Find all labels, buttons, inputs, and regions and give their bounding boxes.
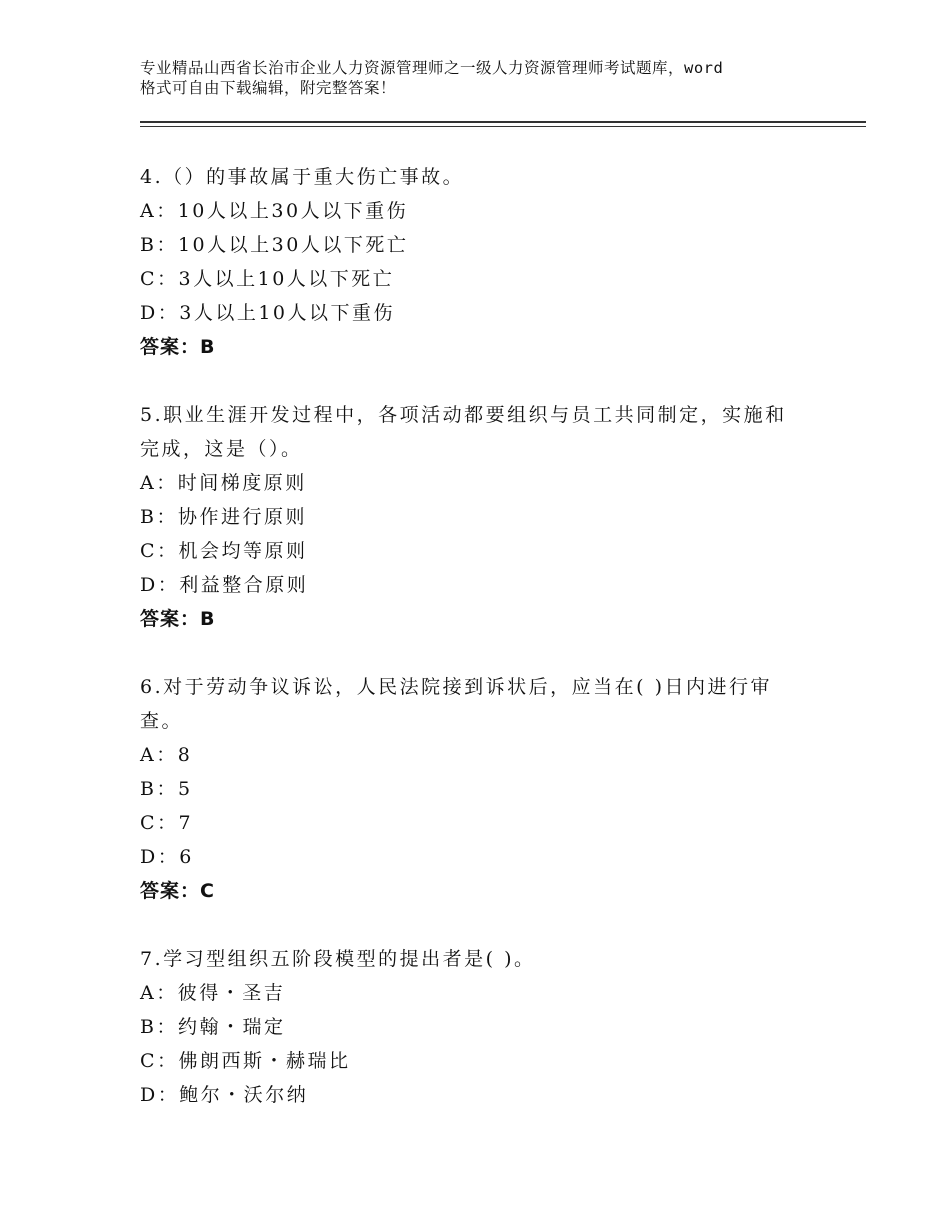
option-a: A：时间梯度原则	[140, 472, 307, 494]
option-c: C：3人以上10人以下死亡	[140, 268, 395, 290]
option-a: A：8	[140, 744, 193, 766]
question-stem-continued: 完成，这是（）。	[140, 438, 303, 460]
option-d: D：6	[140, 846, 194, 868]
question-4	[140, 160, 840, 364]
option-c: C：7	[140, 812, 194, 834]
option-b: B：约翰・瑞定	[140, 1016, 286, 1038]
option-a: A：10人以上30人以下重伤	[140, 200, 409, 222]
option-b: B：10人以上30人以下死亡	[140, 234, 409, 256]
option-c: C：佛朗西斯・赫瑞比	[140, 1050, 351, 1072]
option-d: D：利益整合原则	[140, 574, 309, 596]
header-divider-thin	[140, 126, 866, 127]
question-stem: 5.职业生涯开发过程中，各项活动都要组织与员工共同制定，实施和	[140, 404, 787, 426]
answer-label: 答案：C	[140, 880, 215, 902]
question-5	[140, 398, 840, 636]
question-list	[140, 160, 840, 1146]
question-stem-continued: 查。	[140, 710, 184, 732]
answer-label: 答案：B	[140, 608, 216, 630]
option-d: D：3人以上10人以下重伤	[140, 302, 395, 324]
option-a: A：彼得・圣吉	[140, 982, 286, 1004]
question-7	[140, 942, 840, 1112]
question-stem: 4.（）的事故属于重大伤亡事故。	[140, 166, 465, 188]
header-line-2: 格式可自由下载编辑，附完整答案！	[140, 79, 397, 97]
option-d: D：鲍尔・沃尔纳	[140, 1084, 309, 1106]
option-c: C：机会均等原则	[140, 540, 308, 562]
question-stem: 6.对于劳动争议诉讼，人民法院接到诉状后，应当在( )日内进行审	[140, 676, 772, 698]
question-stem: 7.学习型组织五阶段模型的提出者是( )。	[140, 948, 536, 970]
answer-label: 答案：B	[140, 336, 216, 358]
option-b: B：协作进行原则	[140, 506, 307, 528]
question-6	[140, 670, 840, 908]
option-b: B：5	[140, 778, 193, 800]
document-header	[140, 58, 830, 98]
header-divider-thick	[140, 121, 866, 123]
header-line-1: 专业精品山西省长治市企业人力资源管理师之一级人力资源管理师考试题库，word	[140, 59, 724, 77]
